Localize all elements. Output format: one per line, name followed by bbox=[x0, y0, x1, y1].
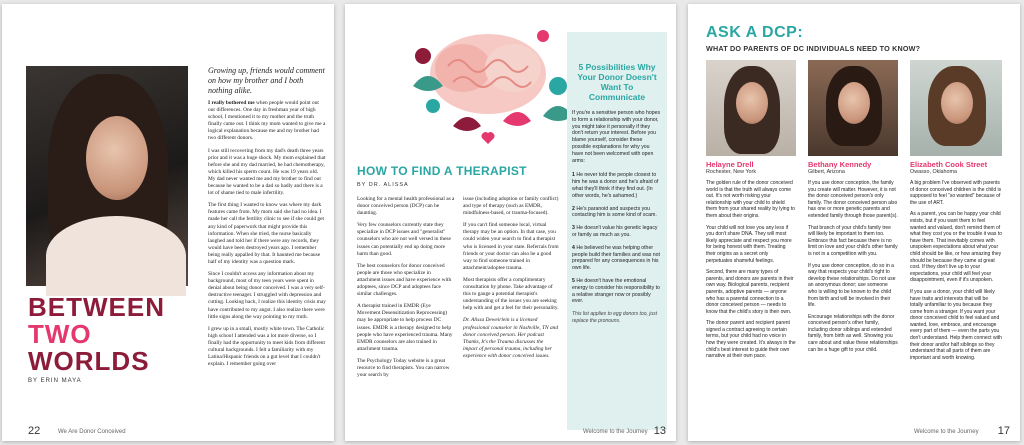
body-paragraph-5: I grew up in a small, mostly white town. The Catholic high school I attended was a lot more diverse, so I finally had the opportunity to meet kids from different cultural backgrounds. I felt a familiarity with my Latina/Hispanic friends on a gut level that I couldn't explain. I remember going over bbox=[208, 325, 325, 368]
page-footer: Welcome to the Journey bbox=[914, 429, 979, 435]
list-item: 3 He doesn't value his genetic legacy or family as much as you. bbox=[572, 225, 658, 238]
sidebar-list bbox=[572, 172, 662, 305]
list-item: 1 He never told the people closest to him he was a donor and he's afraid of what they'll think if they find out. (In other words, he's ashamed.) bbox=[572, 172, 659, 199]
article-title: HOW TO FIND A THERAPIST bbox=[357, 164, 527, 178]
list-number: 3 bbox=[572, 225, 575, 232]
right-page bbox=[688, 4, 1020, 441]
brain-illustration bbox=[393, 16, 583, 156]
flower-3 bbox=[537, 30, 549, 42]
byline: BY DR. ALISSA bbox=[357, 182, 409, 188]
flower-1 bbox=[415, 48, 431, 64]
col1-paragraph-3: The best counselors for donor conceived people are those who specialize in attachment issues and have experience with adoptees, since DCP and adoptees face similar challenges. bbox=[357, 262, 452, 298]
col2-paragraph-3: Most therapists offer a complimentary consultation by phone. Take advantage of this to gauge a potential therapist's understanding of the issues you are seeking help with and get a feel for their personality. bbox=[463, 276, 559, 312]
body-paragraph-1: I really bothered me when people would point out our differences. One day in freshman year of high school, I mentioned it to my mother and the truth finally came out. I think my mom wanted to give me a logical explanation because me and my brother had two different donors. bbox=[208, 100, 326, 142]
article-body bbox=[208, 100, 326, 373]
body-paragraph-3: The first thing I wanted to know was where my dark features came from. My mom said she had no idea. I made her call the fertility clinic to see if she could get any kind of paperwork that might provide this information. When she tried, the nurse basically laughed and told her if there were any records, they would have been destroyed years ago. I remember being really appalled by that. It haunted me because half of my identity was a question mark. bbox=[208, 202, 325, 265]
brain-lobe-left bbox=[435, 44, 491, 92]
sidebar-title: 5 Possibilities Why Your Donor Doesn't Want To Communicate bbox=[577, 62, 657, 102]
col1-paragraph-2: Very few counselors currently state they specialize in DCP issues and "generalist" counselors who are not well versed in these issues can potentially end up doing more harm than good. bbox=[357, 222, 451, 257]
body-paragraph-4: Since I couldn't access any information about my background, most of my teen years were spent in denial about being donor conceived. I was a very self-destructive teenager. I struggled with depression and cutting. Looking back, I realize this identity crisis may have contributed to my angst. I also realize there were little signs along the way pointing to my truth. bbox=[208, 271, 326, 320]
person-answer: If you use donor conception, the family you create will matter. However, it is not the donor conceived person's only family. The donor conceived person also has one or more genetic parents and extended family through those parent(s). That branch of your child's family tree will likely be important to them too. Embrace this fact because there is no limit on love and your child's other family is not in a competition with you. If you use donor conception, do so in a way that respects your child's right to develop these relationships. Do not use an anonymous donor; use someone who is willing to be known to the child from birth and will be involved in their life. Encourage relationships with the donor conceived person's other family, including donor siblings and extended family, from birth as well. Showing you care about and value these relationships can be a huge gift to your child. bbox=[808, 180, 898, 353]
portrait-shoulder bbox=[46, 216, 186, 296]
list-number: 1 bbox=[572, 172, 575, 179]
page-number: 13 bbox=[653, 425, 666, 437]
sidebar-note: This list applies to egg donors too, just replace the pronouns. bbox=[572, 311, 658, 324]
page-subtitle: WHAT DO PARENTS OF DC INDIVIDUALS NEED TO KNOW? bbox=[706, 44, 921, 53]
profile-column-1 bbox=[706, 160, 796, 365]
person-answer: The golden rule of the donor conceived world is that the truth will always come out. It's not worth risking your relationship with your child to shield them from your shared reality by lying to them about their origins. Your child will not love you any less if you don't share DNA. They will most likely appreciate and respect you more for being honest with them. Treating their origins as a secret only perpetuates shameful feelings. Second, there are many types of parents, and donors are parents in their own way. Biological parents, recipient parents, adoptive parents — anyone who has a parental connection to a donor conceived person — needs to know that the child's story is their own. The donor parent and recipient parent signed a contract agreeing to certain terms, but your child had no voice in how they were created. It's always in the child's best interest to guide their own narrative at their own pace. bbox=[706, 180, 796, 360]
article-column-1 bbox=[357, 196, 455, 384]
person-name: Elizabeth Cook Street bbox=[910, 160, 988, 169]
intro-text: Growing up, friends would comment on how my brother and I both nothing alike. bbox=[208, 66, 325, 95]
col2-paragraph-2: If you can't find someone local, virtual therapy may be an option. In that case, you could widen your search to find a therapist who is licensed in your state. Referrals from friends or your doctor can also be a good way to find someone trained in attachment/adoptee trauma. bbox=[463, 222, 559, 271]
person-location: Rochester, New York bbox=[706, 169, 757, 175]
col1-paragraph-4: A therapist trained in EMDR (Eye Movement Desensitization Reprocessing) may be appropriate to help process DC issues. EMDR is a therapy designed to help people who have experienced trauma. Many EMDR counselors are also trained in attachment trauma. bbox=[357, 303, 453, 352]
portrait-photo bbox=[26, 66, 188, 286]
drop-cap-lead: I really bothered me bbox=[208, 100, 255, 106]
author-note: Dr. Alissa Deweirlein is a licensed professional counselor in Nashville, TN and donor conceived person. Her podcast Thanks, It's the Trauma discusses the impact of personal trauma, including her experience with donor conceived issues. bbox=[463, 317, 559, 359]
list-number: 5 bbox=[572, 277, 575, 284]
list-item: 2 He's paranoid and suspects you contacting him is some kind of scam. bbox=[572, 205, 657, 219]
list-item: 5 He doesn't have the emotional energy to consider his responsibility to a relative stranger now or possibly ever. bbox=[572, 277, 660, 305]
list-number: 4 bbox=[572, 244, 575, 251]
leaf-3 bbox=[453, 117, 481, 131]
sidebar-box bbox=[567, 32, 667, 430]
page-number: 17 bbox=[997, 425, 1010, 437]
profile-column-3 bbox=[910, 160, 1002, 366]
title-line-1: BETWEEN bbox=[28, 292, 165, 322]
article-title bbox=[28, 294, 165, 375]
title-line-2: TWO bbox=[28, 319, 92, 349]
title-line-3: WORLDS bbox=[28, 346, 150, 376]
profile-face bbox=[838, 82, 870, 124]
person-name: Helayne Drell bbox=[706, 160, 754, 169]
page-title: ASK A DCP: bbox=[706, 24, 804, 41]
col2-paragraph-1: issue (including adoption or family conflict) and type of therapy (such as EMDR, mindfulness-based, or trauma-focused). bbox=[463, 196, 559, 217]
byline: BY ERIN MAYA bbox=[28, 378, 82, 384]
person-location: Owasso, Oklahoma bbox=[910, 169, 958, 175]
sidebar-intro: If you're a sensitive person who hopes to form a relationship with your donor, you might take it personally if they don't return your interest. Before you blame yourself, consider these possible explanations for why you have not been welcomed with open arms: bbox=[572, 110, 661, 164]
article-column-2 bbox=[463, 196, 559, 365]
profile-face bbox=[941, 82, 973, 124]
page-footer: Welcome to the Journey bbox=[583, 429, 648, 435]
page-number: 22 bbox=[28, 425, 41, 437]
portrait-face bbox=[86, 116, 148, 200]
person-name: Bethany Kennedy bbox=[808, 160, 872, 169]
leaf-4 bbox=[503, 112, 531, 126]
profile-face bbox=[736, 82, 768, 124]
profile-column-2 bbox=[808, 160, 898, 358]
left-page bbox=[2, 4, 334, 441]
col1-paragraph-5: The Psychology Today website is a great resource to find therapists. You can narrow your search by bbox=[357, 357, 450, 379]
body-paragraph-2: I was still recovering from my dad's death three years prior and it was a huge shock. My mom explained that before she and my dad married, he had chemotherapy, which killed his sperm count. He was 19 years old. My dad never wanted me and my brother to find out because he wanted to be a dad so badly and there is a lot of shame tied to male infertility. bbox=[208, 147, 326, 197]
col1-paragraph-1: Looking for a mental health professional as a donor conceived person (DCP) can be daunting. bbox=[357, 196, 455, 217]
list-number: 2 bbox=[572, 205, 575, 212]
list-item: 4 He believed he was helping other people build their families and was not prepared for any consequences in his own life. bbox=[572, 244, 660, 272]
profile-photo bbox=[910, 60, 1002, 156]
flower-4 bbox=[426, 99, 440, 113]
person-answer: A big problem I've observed with parents of donor conceived children is the child is supposed to feel "so wanted" because of the use of ART. As a parent, you can be happy your child exists, but if you want them to feel wanted and valued, don't remind them of what they cost you or the trouble it was to have them. That inevitably comes with unspoken expectations about what your child should be like, or how amazing they should be because they came at great cost. If they don't live up to your expectations, your child will feel your disappointment, even if it's unspoken. If you use a donor, your child will likely have traits and interests that will be totally unfamiliar to you because they come from a stranger. If you want your donor conceived child to feel valued and wanted, love, embrace, and encourage every part of them — even the parts you don't understand. Help them connect with their donor and/or half siblings so they understand that all parts of them are important and worth knowing. bbox=[910, 180, 1002, 361]
profile-photo bbox=[706, 60, 796, 156]
brain-lobe-right bbox=[485, 44, 541, 92]
middle-page bbox=[345, 4, 676, 441]
flower-2 bbox=[549, 77, 567, 95]
profile-photo bbox=[808, 60, 898, 156]
page-footer: We Are Donor Conceived bbox=[58, 429, 126, 435]
heart-icon bbox=[482, 132, 495, 144]
person-location: Gilbert, Arizona bbox=[808, 169, 845, 175]
